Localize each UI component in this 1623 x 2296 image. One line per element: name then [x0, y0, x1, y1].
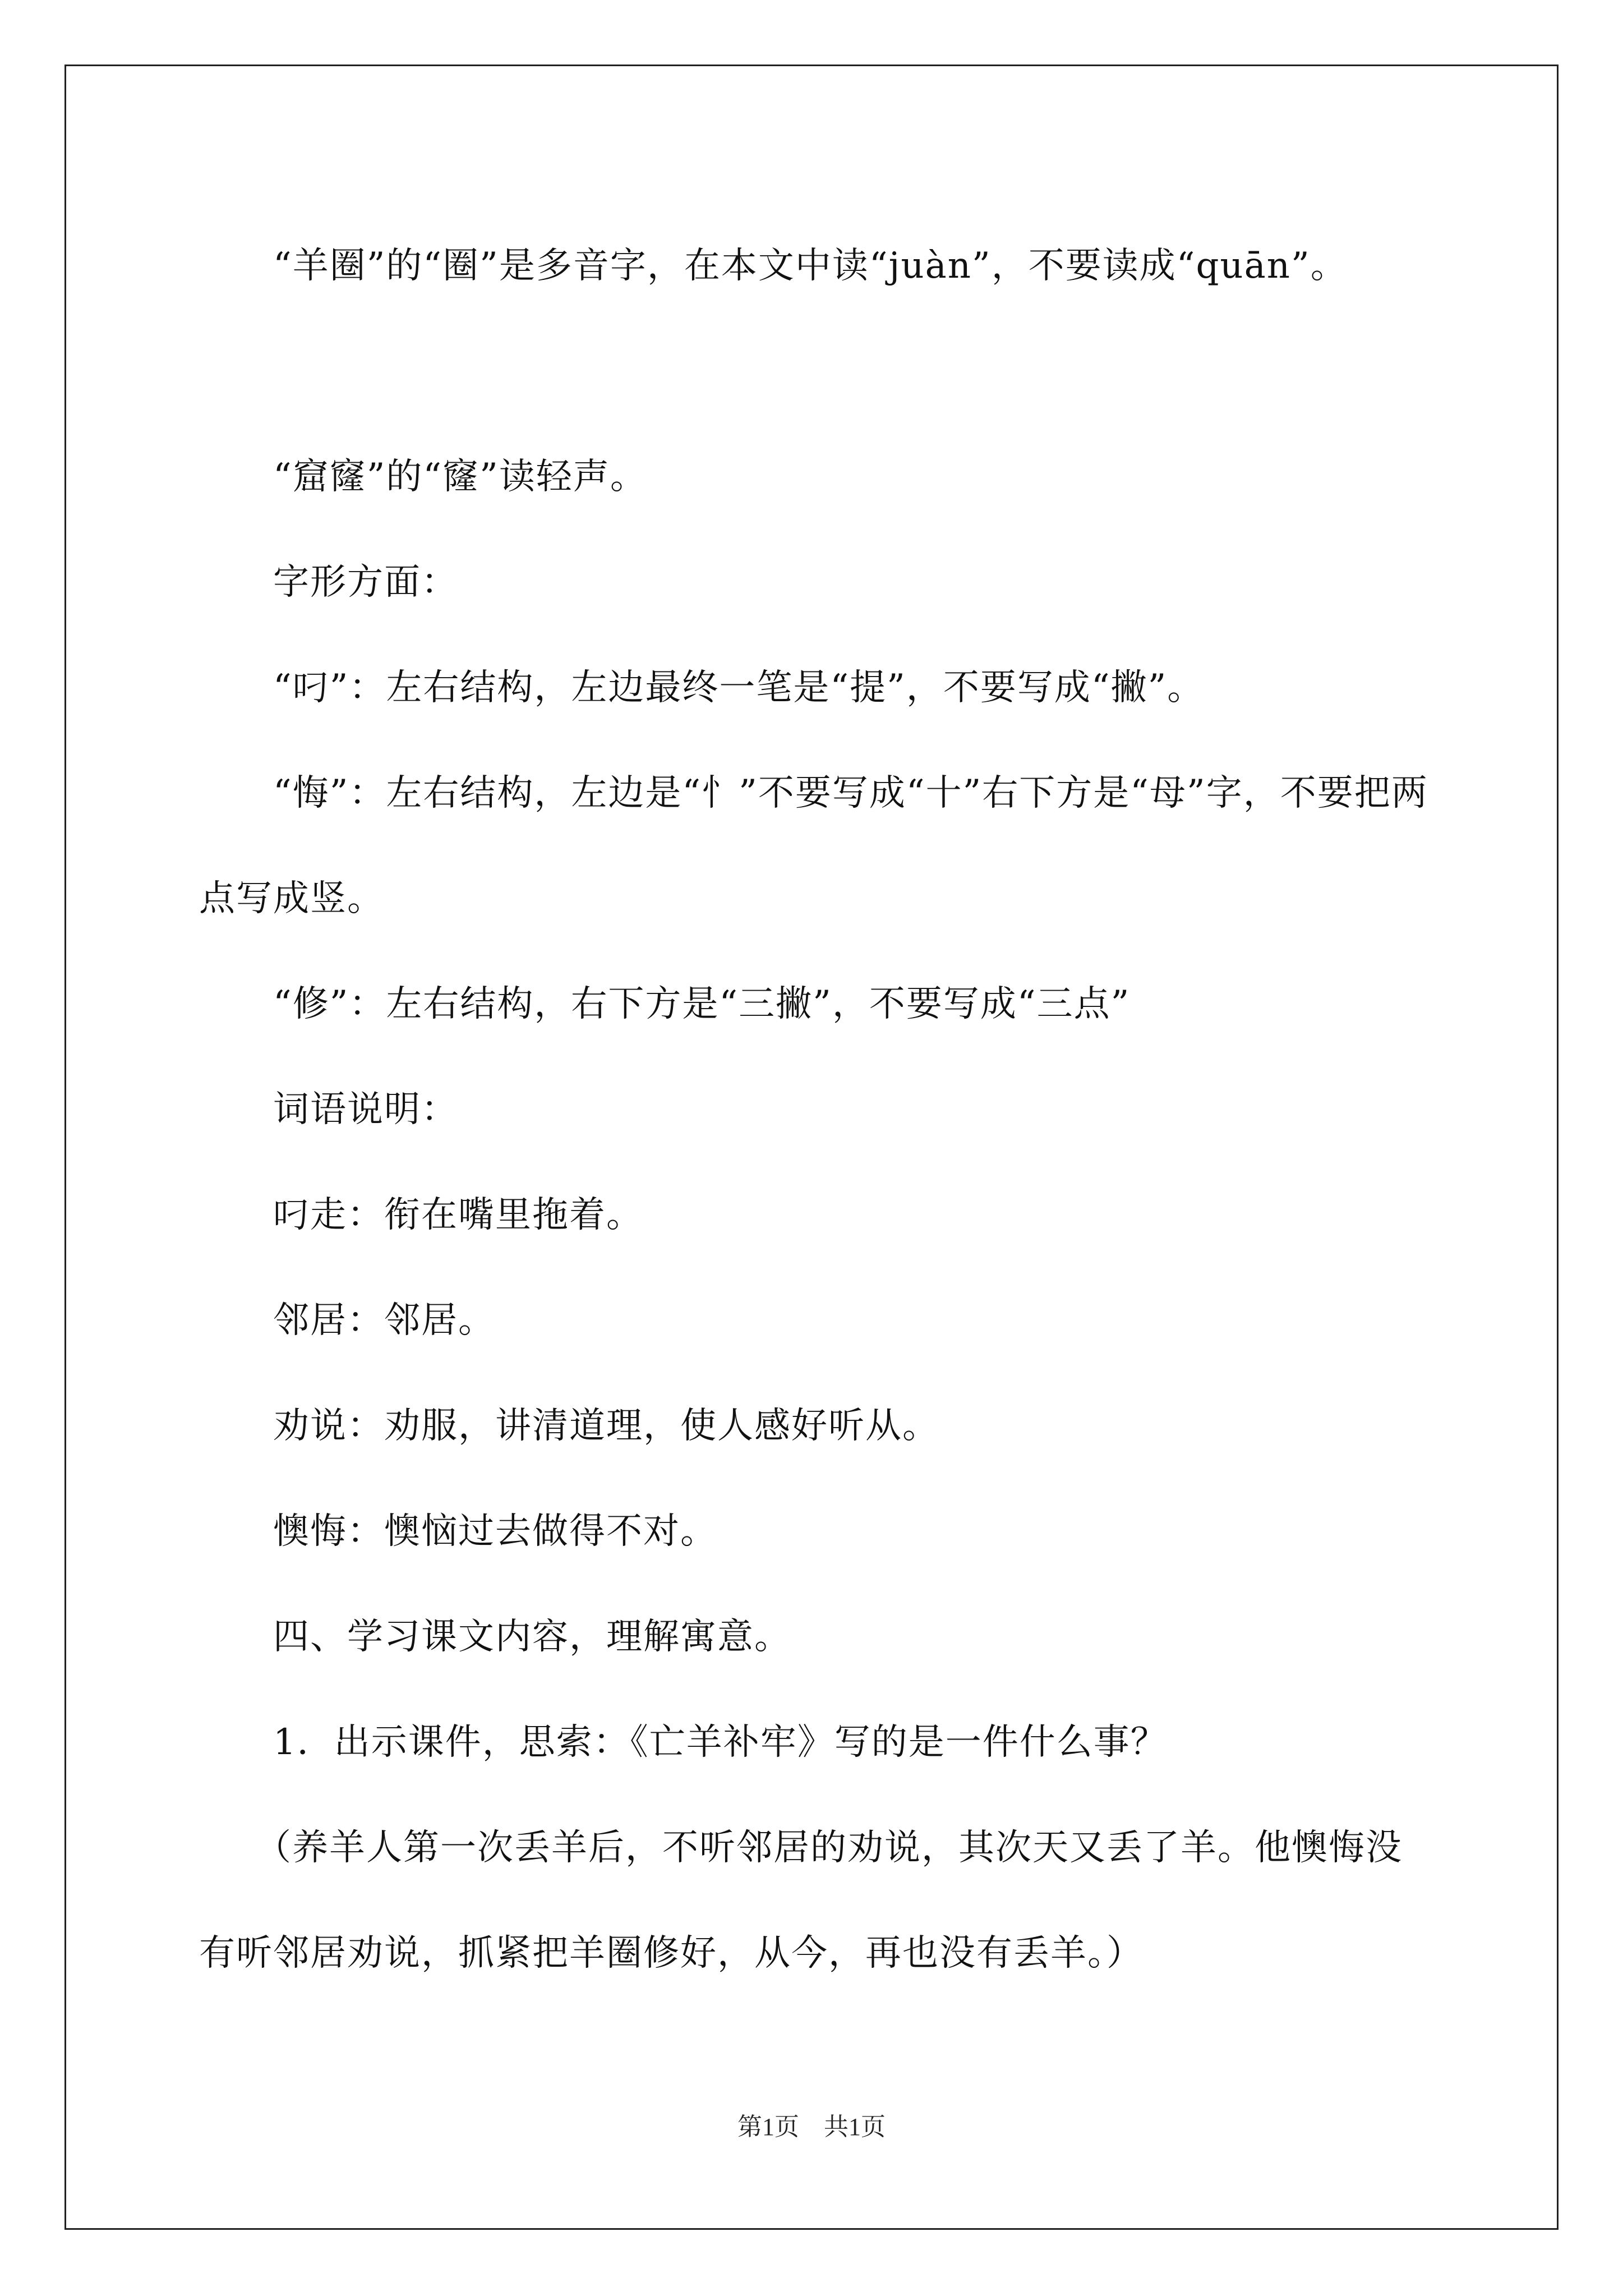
paragraph-xiu: “修”：左右结构，右下方是“三撇”，不要写成“三点” — [199, 983, 1131, 1025]
paragraph-vocab-linju: 邻居：邻居。 — [199, 1300, 495, 1341]
paragraph-vocab-diaozou: 叼走：衔在嘴里拖着。 — [199, 1194, 643, 1236]
paragraph-vocab-heading: 词语说明： — [199, 1089, 458, 1130]
paragraph-hui: “悔”：左右结构，左边是“忄”不要写成“十”右下方是“母”字，不要把两点写成竖。 — [199, 772, 1428, 919]
paragraph-question-one: 1．出示课件，思索：《亡羊补牢》写的是一件什么事？ — [199, 1722, 1168, 1763]
paragraph-pronunciation-juan: “羊圈”的“圈”是多音字，在本文中读“juàn”，不要读成“quān”。 — [199, 245, 1348, 287]
paragraph-vocab-quanshuo: 劝说：劝服，讲清道理，使人感好听从。 — [199, 1405, 939, 1447]
paragraph-answer-one: （养羊人第一次丢羊后，不听邻居的劝说，其次天又丢了羊。他懊悔没有听邻居劝说，抓紧把羊圈修好，从今，再也没有丢羊。） — [199, 1827, 1403, 1974]
paragraph-diao: “叼”：左右结构，左边最终一笔是“提”，不要写成“撇”。 — [199, 667, 1205, 708]
paragraph-vocab-aohui: 懊悔：懊恼过去做得不对。 — [199, 1511, 717, 1552]
paragraph-shape-heading: 字形方面： — [199, 562, 458, 603]
paragraph-pronunciation-long: “窟窿”的“窿”读轻声。 — [199, 456, 647, 498]
page-footer: 第1页 共1页 — [737, 2113, 886, 2141]
paragraph-section-four: 四、学习课文内容，理解寓意。 — [199, 1616, 791, 1658]
